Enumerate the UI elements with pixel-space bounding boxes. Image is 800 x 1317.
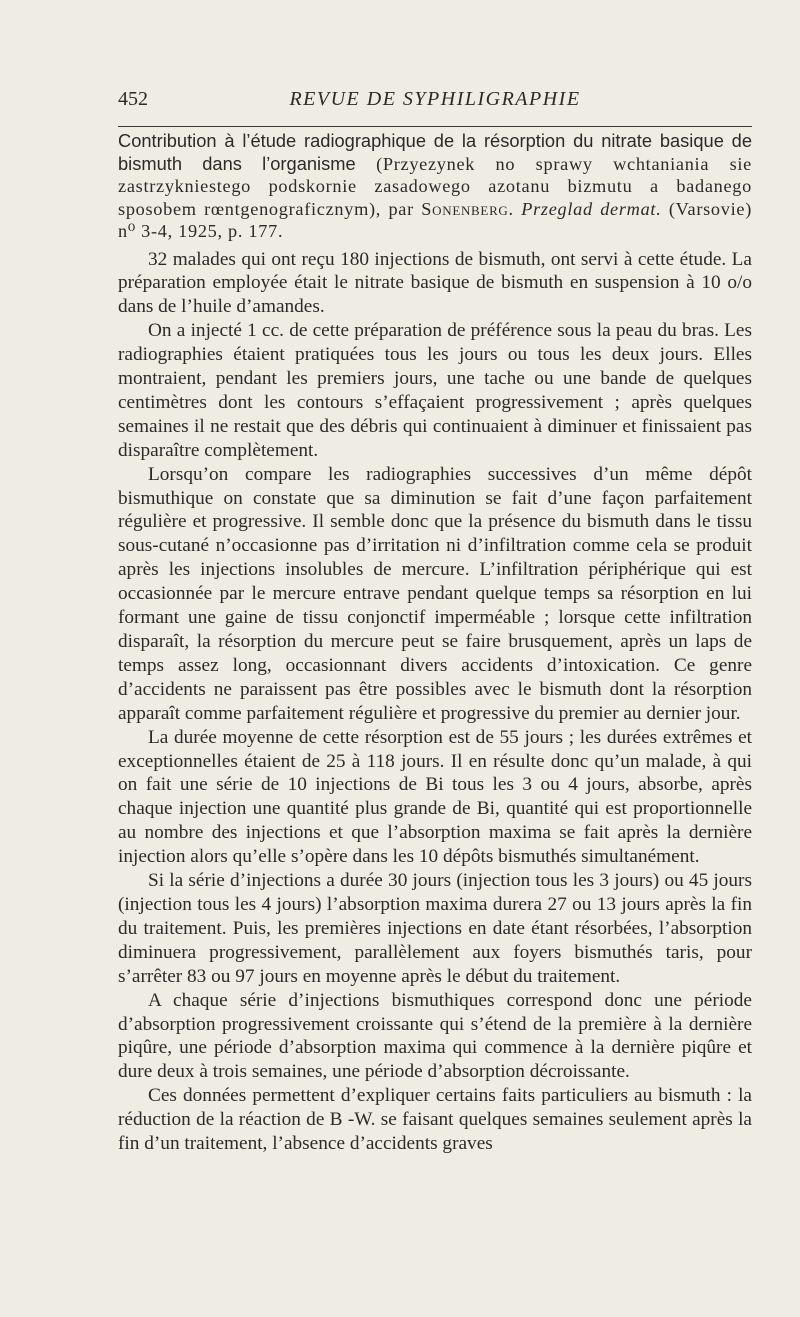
article-body	[118, 130, 752, 1156]
paragraph-6: A chaque série d’injections bismuthiques correspond donc une période d’absorption progressivement croissante qui s’étend de la première à la dernière piqûre, une période d’absorption maxima qui commence à la dernière piqûre et dure deux à trois semaines, une période d’absorption décroissante.	[118, 989, 752, 1083]
paragraph-4: La durée moyenne de cette résorption est de 55 jours ; les durées extrêmes et exceptionnelles étaient de 25 à 118 jours. Il en résulte donc qu’un malade, à qui on fait une série de 10 injections de Bi tous les 3 ou 4 jours, absorbe, après chaque injection une quantité plus grande de Bi, quantité qui est proportionnelle au nombre des injections et que l’absorption maxima se fait après la dernière injection alors qu’elle s’opère dans les 10 dépôts bismuthés simultanément.	[118, 726, 752, 868]
article-title: Contribution à l’étude radiographique de la résorption du nitrate basique de bismuth dans l’organisme	[118, 130, 752, 174]
citation-details: (Varsovie) n⁰ 3-4, 1925, p. 177.	[118, 198, 752, 241]
journal-name: Przeglad dermat.	[521, 198, 662, 219]
page-number: 452	[118, 88, 148, 110]
paragraph-1: 32 malades qui ont reçu 180 injections de bismuth, ont servi à cette étude. La préparation employée était le nitrate basique de bismuth en suspension à 10 o/o dans de l’huile d’amandes.	[118, 248, 752, 318]
reference-citation	[118, 130, 752, 243]
paragraph-3: Lorsqu’on compare les radiographies successives d’un même dépôt bismuthique on constate que sa diminution se fait d’une façon parfaitement régulière et progressive. Il semble donc que la présence du bismuth dans le tissu sous-cutané n’occasionne pas d’irritation ni d’infiltration comme cela se produit après les injections insolubles de mercure. L’infiltration périphérique qui est occasionnée par le mercure entrave pendant quelque temps sa résorption en lui formant une gaine de tissu conjonctif imperméable ; lorsque cette infiltration disparaît, la résorption du mercure peut se faire brusquement, après un laps de temps assez long, occasionnant divers accidents d’intoxication. Ce genre d’accidents ne paraissent pas être possibles avec le bismuth dont la résorption apparaît comme parfaitement régulière et progressive du premier au dernier jour.	[118, 463, 752, 724]
paragraph-2: On a injecté 1 cc. de cette préparation de préférence sous la peau du bras. Les radiographies étaient pratiquées tous les jours ou tous les deux jours. Elles montraient, pendant les premiers jours, une tache ou une bande de quelques centimètres dont les contours s’effaçaient progressivement ; après quelques semaines il ne restait que des débris qui continuaient à diminuer et finissaient pas disparaître complètement.	[118, 320, 752, 461]
header-rule	[118, 126, 752, 127]
author-name: Sonenberg	[421, 198, 509, 219]
paragraph-5: Si la série d’injections a durée 30 jours (injection tous les 3 jours) ou 45 jours (injection tous les 4 jours) l’absorption maxima durera 27 ou 13 jours après la fin du traitement. Puis, les premières injections en date étant résorbées, l’absorption diminuera progressivement, parallèlement aux foyers bismuthés taris, pour s’arrêter 83 ou 97 jours en moyenne après le début du traitement.	[118, 870, 752, 987]
page-header	[118, 88, 752, 116]
polish-title: (Przyezynek no sprawy wchtaniania sie zastrzykniestego podskornie zasadowego azotanu bizmutu a badanego sposobem rœntgenograficznym), par	[118, 153, 752, 219]
running-head: REVUE DE SYPHILIGRAPHIE	[289, 88, 581, 110]
citation-separator: .	[508, 198, 522, 219]
paragraph-7: Ces données permettent d’expliquer certains faits particuliers au bismuth : la réduction de la réaction de B -W. se faisant quelques semaines seulement après la fin d’un traitement, l’absence d’accidents graves	[118, 1085, 752, 1155]
